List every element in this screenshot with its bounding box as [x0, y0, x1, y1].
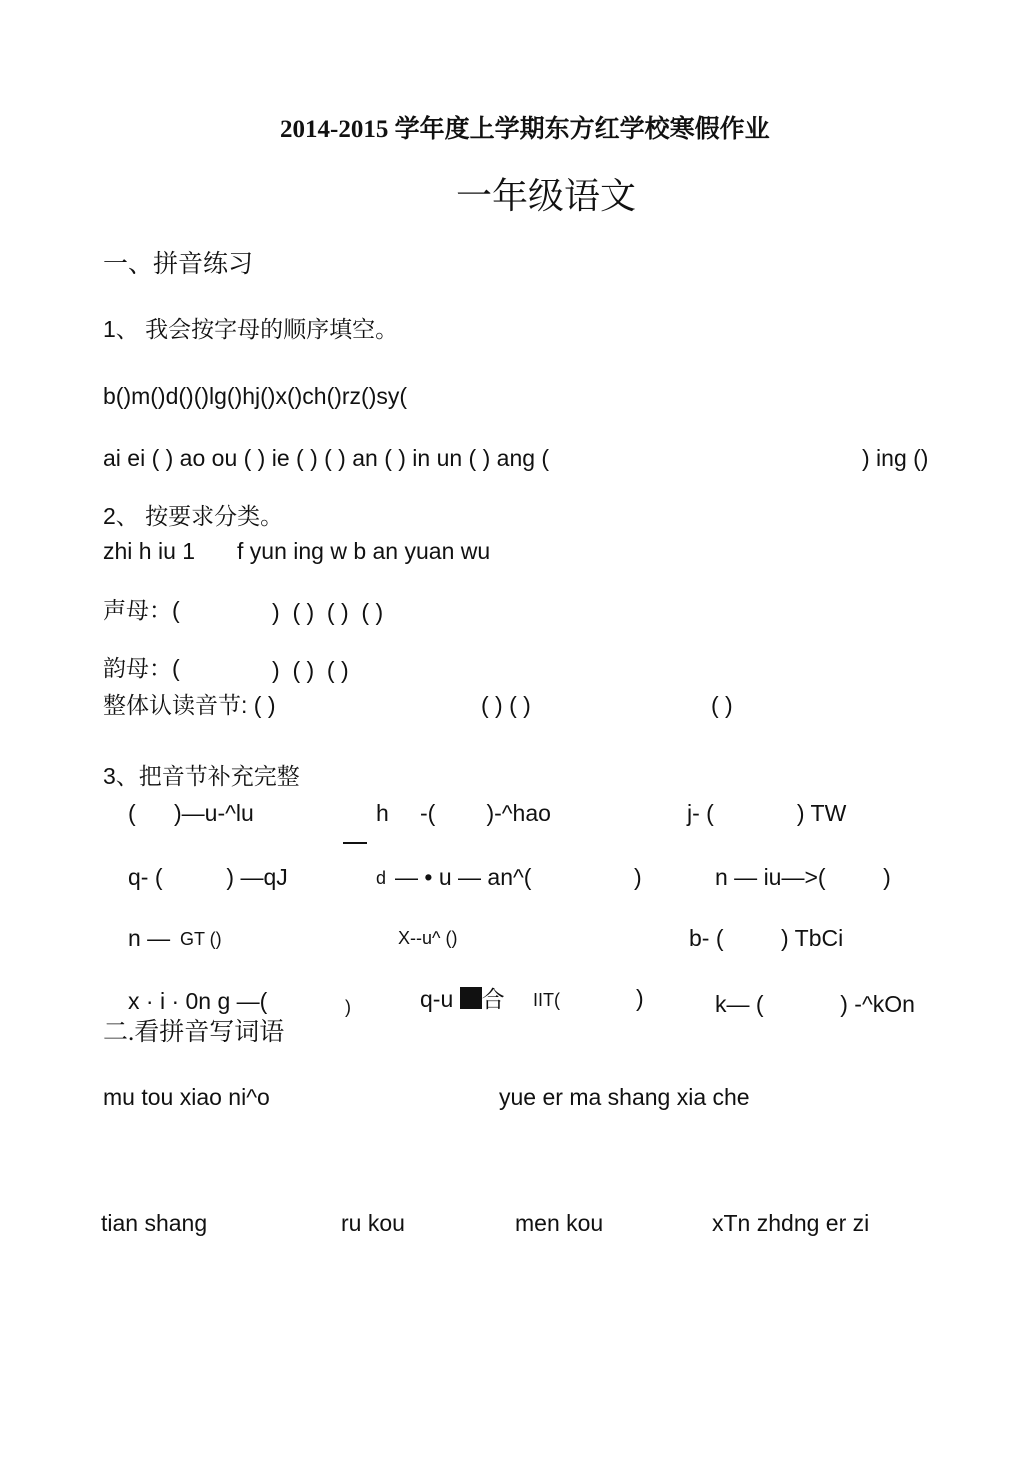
pinyin-word: men kou — [515, 1210, 604, 1236]
syllable-r3c2: X--u^ () — [398, 928, 458, 948]
question-3-label: 3、把音节补充完整 — [103, 763, 300, 789]
section-heading-words: 二.看拼音写词语 — [103, 1019, 285, 1046]
syllable-r4c2a — [420, 987, 505, 1011]
syllable-r1c2a: h — [376, 800, 389, 826]
pinyin-word: mu tou xiao ni^o — [103, 1084, 270, 1110]
question-1-line-2b: ) ing () — [862, 445, 929, 471]
shengmu-blanks: ) ( ) ( ) ( ) — [272, 599, 384, 625]
question-2-items-b: f yun ing w b an yuan wu — [237, 538, 491, 564]
syllable-r1c2b: -( )-^hao — [420, 800, 551, 826]
black-square-mark — [460, 987, 482, 1009]
syllable-r4c2b: 合 — [481, 986, 505, 1012]
question-2-label: 2、 按要求分类。 — [103, 503, 284, 529]
page-subtitle: 一年级语文 — [456, 176, 637, 216]
zhengti-blanks-end: ( ) — [711, 692, 733, 718]
syllable-r4c1a: x · i · 0n g —( — [128, 988, 268, 1014]
question-1-line-2a: ai ei ( ) ao ou ( ) ie ( ) ( ) an ( ) in un ( ) ang ( — [103, 445, 550, 471]
syllable-r2c1: q- ( ) —qJ — [128, 864, 288, 890]
syllable-r4c2a-text: q-u — [420, 986, 460, 1012]
pinyin-word: yue er ma shang xia che — [499, 1084, 750, 1110]
syllable-r3c1a: n — — [128, 925, 177, 951]
syllable-r4c3: k— ( ) -^kOn — [715, 991, 915, 1017]
dash-mark — [343, 842, 367, 844]
pinyin-word: tian shang — [101, 1210, 208, 1236]
zhengti-blanks-mid: ( ) ( ) — [481, 692, 531, 718]
syllable-r4c1b: ) — [345, 997, 351, 1017]
page-title: 2014-2015 学年度上学期东方红学校寒假作业 — [280, 116, 770, 143]
syllable-r2c2c: ) — [634, 864, 642, 890]
syllable-r4c2c: IIT( — [533, 990, 560, 1010]
question-1-line-1: b()m()d()()lg()hj()x()ch()rz()sy( — [103, 383, 408, 409]
question-2-items-a: zhi h iu 1 — [103, 538, 196, 564]
syllable-r1c1: ( )—u-^lu — [128, 800, 254, 826]
shengmu-label: 声母：( — [103, 597, 180, 623]
syllable-r1c3: j- ( ) TW — [687, 800, 847, 826]
section-heading-pinyin: 一、拼音练习 — [103, 251, 254, 278]
syllable-r4c2d: ) — [636, 985, 644, 1011]
pinyin-word: ru kou — [341, 1210, 405, 1236]
zhengti-label: 整体认读音节: ( ) — [103, 692, 276, 718]
syllable-r2c3: n — iu—>( ) — [715, 864, 891, 890]
yunmu-label: 韵母：( — [103, 655, 180, 681]
syllable-r3c1b: GT () — [180, 929, 222, 949]
yunmu-blanks: ) ( ) ( ) — [272, 657, 349, 683]
pinyin-word: xTn zhdng er zi — [712, 1210, 870, 1236]
syllable-r2c2b: — • u — an^( — [395, 864, 532, 890]
syllable-r3c3: b- ( ) TbCi — [689, 925, 844, 951]
syllable-r2c2a: d — [376, 868, 387, 888]
question-1-label: 1、 我会按字母的顺序填空。 — [103, 316, 399, 342]
